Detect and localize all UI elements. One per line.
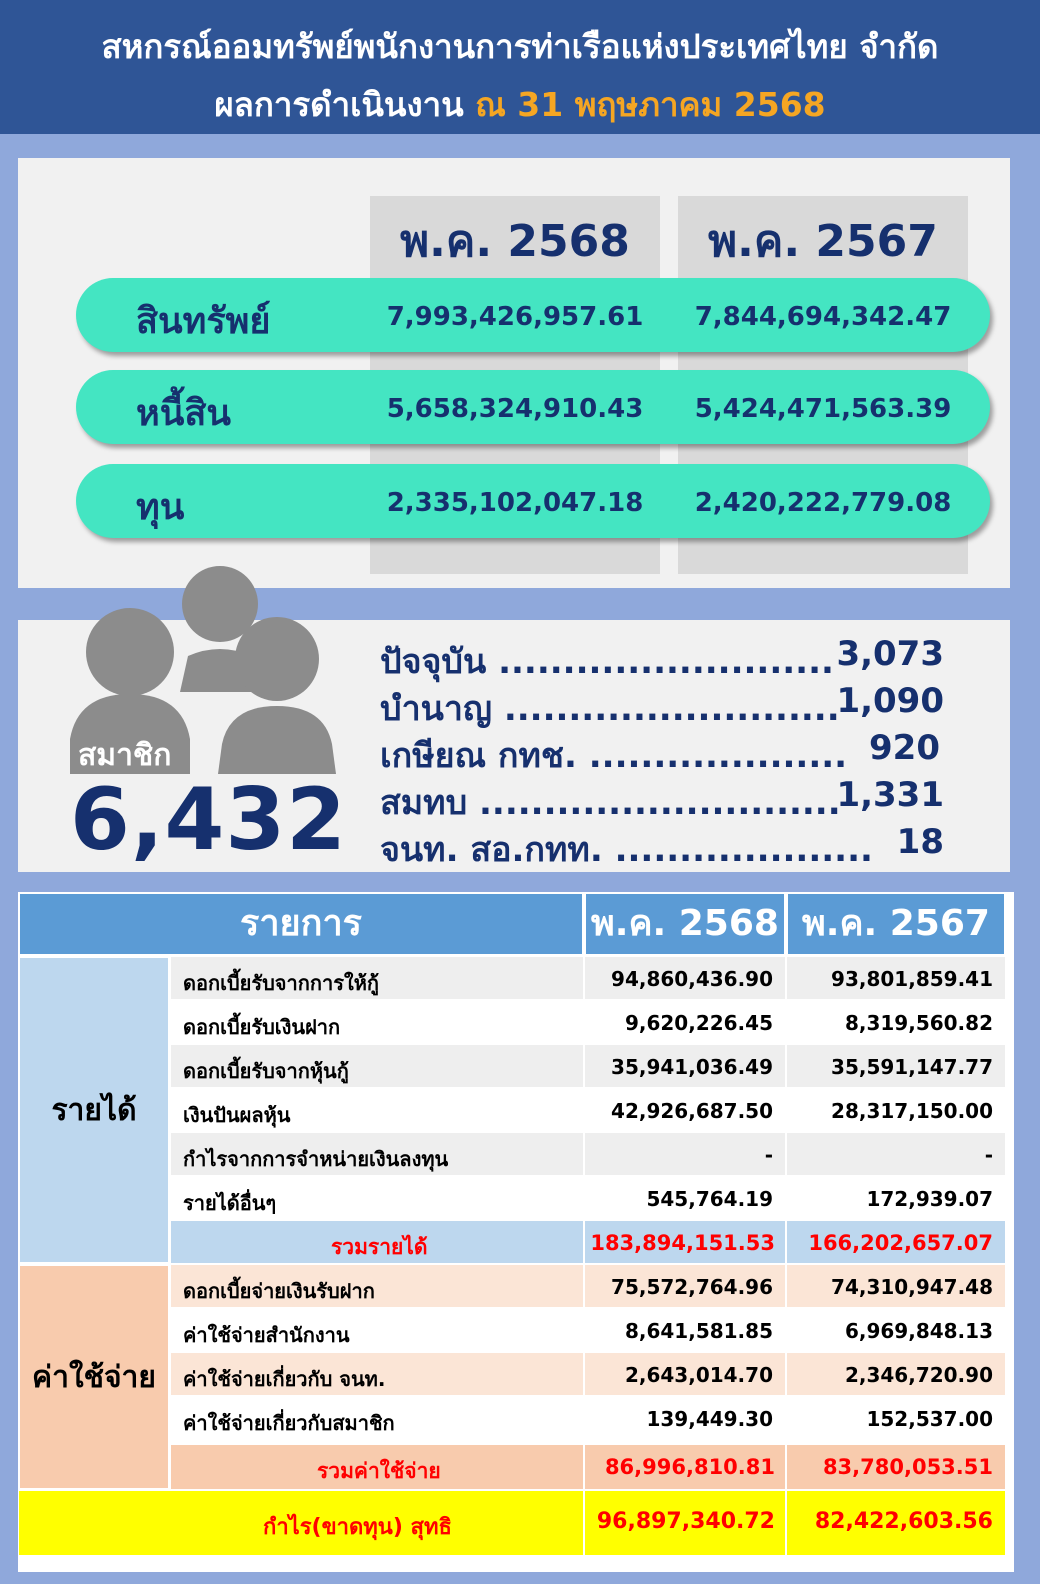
table-row-previous: 6,969,848.13	[786, 1308, 1006, 1352]
expense-category-label: ค่าใช้จ่าย	[32, 1359, 156, 1395]
table-row-previous: 2,346,720.90	[786, 1352, 1006, 1396]
table-row-previous: 35,591,147.77	[786, 1044, 1006, 1088]
member-type-label: ปัจจุบัน ..........................	[380, 642, 834, 682]
members-total: 6,432	[70, 770, 348, 870]
table-row-current: 139,449.30	[584, 1396, 786, 1440]
table-row-previous: 152,537.00	[786, 1396, 1006, 1440]
subtitle-date: ณ 31 พฤษภาคม 2568	[475, 85, 826, 124]
member-type-row	[380, 728, 960, 774]
table-row-current: 35,941,036.49	[584, 1044, 786, 1088]
table-row-current: 94,860,436.90	[584, 956, 786, 1000]
subtitle-prefix: ผลการดำเนินงาน	[214, 85, 476, 124]
member-type-row	[380, 634, 960, 680]
table-row-label: รายได้อื่นๆ	[170, 1176, 584, 1220]
table-row-current: -	[584, 1132, 786, 1176]
table-row-label: ดอกเบี้ยรับจากหุ้นกู้	[170, 1044, 584, 1088]
member-type-label: เกษียณ กทช. ....................	[380, 736, 848, 776]
expense-category	[18, 1264, 170, 1490]
members-label: สมาชิก	[78, 738, 172, 773]
member-type-count: 920	[869, 728, 940, 768]
table-row-current: 9,620,226.45	[584, 1000, 786, 1044]
financial-position-panel	[18, 158, 1010, 588]
page-subtitle	[0, 78, 1040, 131]
table-header-previous: พ.ค. 2567	[786, 892, 1006, 956]
member-type-label: บำนาญ ..........................	[380, 689, 840, 729]
table-header-item: รายการ	[18, 892, 584, 956]
member-type-label: สมทบ ............................	[380, 783, 841, 823]
page-header	[0, 0, 1040, 134]
table-row-label: กำไรจากการจำหน่ายเงินลงทุน	[170, 1132, 584, 1176]
net-profit-label: กำไร(ขาดทุน) สุทธิ	[18, 1490, 584, 1556]
equity-current: 2,335,102,047.18	[386, 488, 644, 518]
table-row-previous: 74,310,947.48	[786, 1264, 1006, 1308]
member-type-count: 1,331	[836, 775, 944, 815]
liabilities-current: 5,658,324,910.43	[386, 394, 644, 424]
table-row-current: 2,643,014.70	[584, 1352, 786, 1396]
income-total-previous: 166,202,657.07	[786, 1220, 1006, 1264]
income-category-label: รายได้	[51, 1092, 137, 1128]
net-profit-previous: 82,422,603.56	[786, 1490, 1006, 1556]
assets-current: 7,993,426,957.61	[386, 302, 644, 332]
table-row-previous: 8,319,560.82	[786, 1000, 1006, 1044]
table-row-label: เงินปันผลหุ้น	[170, 1088, 584, 1132]
income-total-current: 183,894,151.53	[584, 1220, 786, 1264]
member-type-label: จนท. สอ.กทท. ....................	[380, 830, 873, 870]
liabilities-previous: 5,424,471,563.39	[694, 394, 952, 424]
member-type-count: 3,073	[836, 634, 944, 674]
table-row-current: 545,764.19	[584, 1176, 786, 1220]
income-category	[18, 956, 170, 1264]
member-type-row	[380, 822, 960, 868]
table-row-current: 42,926,687.50	[584, 1088, 786, 1132]
equity-label: ทุน	[136, 487, 185, 528]
table-row-previous: 172,939.07	[786, 1176, 1006, 1220]
liabilities-label: หนี้สิน	[136, 393, 231, 434]
table-row-previous: -	[786, 1132, 1006, 1176]
assets-previous: 7,844,694,342.47	[694, 302, 952, 332]
table-row-previous: 28,317,150.00	[786, 1088, 1006, 1132]
current-period-heading: พ.ค. 2568	[400, 216, 630, 267]
table-row-current: 8,641,581.85	[584, 1308, 786, 1352]
table-row-previous: 93,801,859.41	[786, 956, 1006, 1000]
member-type-row	[380, 681, 960, 727]
expense-total-previous: 83,780,053.51	[786, 1444, 1006, 1490]
net-profit-current: 96,897,340.72	[584, 1490, 786, 1556]
table-row-current: 75,572,764.96	[584, 1264, 786, 1308]
table-header-current: พ.ค. 2568	[584, 892, 786, 956]
member-type-count: 1,090	[836, 681, 944, 721]
table-row-label: ค่าใช้จ่ายเกี่ยวกับ จนท.	[170, 1352, 584, 1396]
income-statement-table	[18, 892, 1014, 1572]
income-total-label: รวมรายได้	[170, 1220, 584, 1264]
table-row-label: ค่าใช้จ่ายสำนักงาน	[170, 1308, 584, 1352]
members-panel	[18, 620, 1010, 872]
table-row-label: ดอกเบี้ยรับจากการให้กู้	[170, 956, 584, 1000]
table-row-label: ดอกเบี้ยจ่ายเงินรับฝาก	[170, 1264, 584, 1308]
equity-previous: 2,420,222,779.08	[694, 488, 952, 518]
equity-row	[76, 464, 990, 538]
expense-total-current: 86,996,810.81	[584, 1444, 786, 1490]
assets-row	[76, 278, 990, 352]
page-title: สหกรณ์ออมทรัพย์พนักงานการท่าเรือแห่งประเทศไทย จำกัด	[101, 27, 939, 66]
previous-period-heading: พ.ค. 2567	[708, 216, 938, 267]
table-row-label: ค่าใช้จ่ายเกี่ยวกับสมาชิก	[170, 1396, 584, 1440]
assets-label: สินทรัพย์	[136, 301, 271, 342]
table-row-label: ดอกเบี้ยรับเงินฝาก	[170, 1000, 584, 1044]
expense-total-label: รวมค่าใช้จ่าย	[170, 1444, 584, 1490]
liabilities-row	[76, 370, 990, 444]
member-type-row	[380, 775, 960, 821]
member-type-count: 18	[896, 822, 944, 862]
